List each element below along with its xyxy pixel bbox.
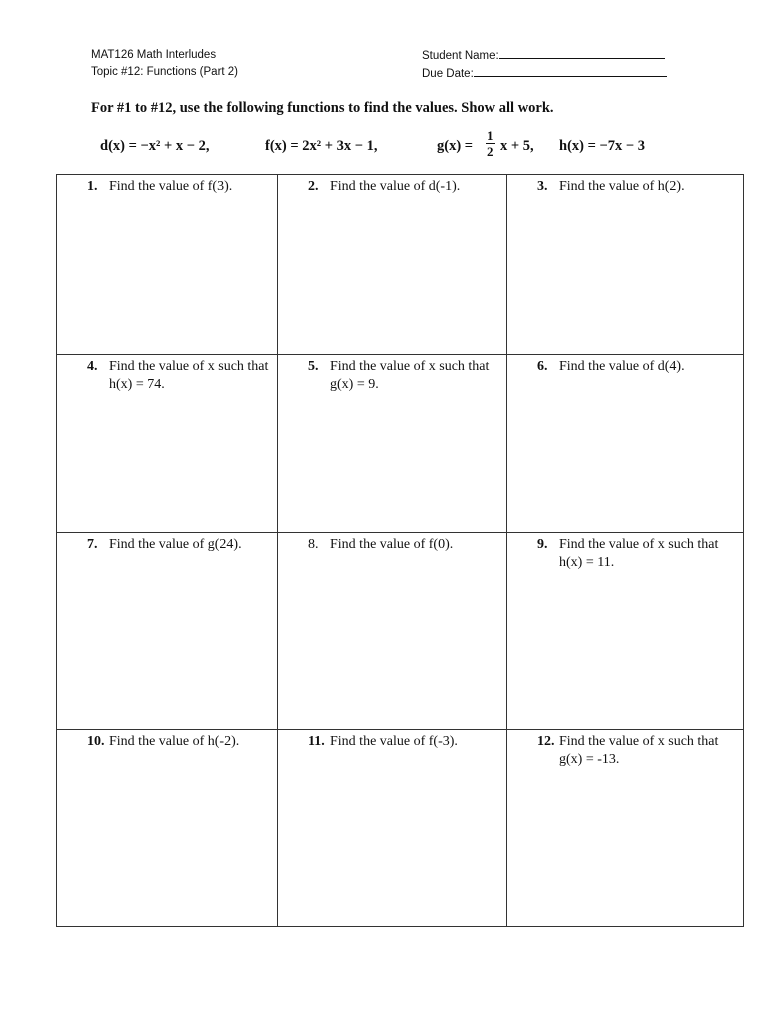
- problem-cell[interactable]: [57, 533, 278, 730]
- problem-text: Find the value of x such that h(x) = 11.: [559, 537, 719, 570]
- problem-grid: [56, 174, 744, 927]
- function-f: f(x) = 2x² + 3x − 1,: [265, 138, 378, 154]
- problem-number: 12.: [537, 734, 555, 749]
- topic-title: Topic #12: Functions (Part 2): [91, 66, 239, 78]
- problem-text: Find the value of f(3).: [109, 179, 233, 194]
- problem-number: 10.: [87, 734, 105, 749]
- problem-text: Find the value of d(4).: [559, 359, 685, 374]
- problem-text: Find the value of f(-3).: [330, 734, 458, 749]
- problem-number: 5.: [308, 359, 319, 374]
- fraction-denominator: 2: [487, 144, 494, 159]
- problem-text: Find the value of f(0).: [330, 537, 454, 552]
- problem-cell[interactable]: [278, 730, 507, 927]
- problem-cell[interactable]: [57, 175, 278, 355]
- function-g-right: x + 5,: [500, 138, 534, 154]
- problem-number: 4.: [87, 359, 98, 374]
- problem-cell[interactable]: [507, 355, 744, 533]
- fraction-numerator: 1: [487, 128, 494, 143]
- problem-number: 7.: [87, 537, 98, 552]
- problem-number: 3.: [537, 179, 548, 194]
- problem-cell[interactable]: [507, 533, 744, 730]
- due-date-field[interactable]: [474, 65, 667, 77]
- problem-cell[interactable]: [57, 730, 278, 927]
- problem-cell[interactable]: [278, 175, 507, 355]
- student-name-label: Student Name:: [422, 50, 499, 62]
- student-info: [422, 47, 667, 83]
- problem-number: 9.: [537, 537, 548, 552]
- course-title: MAT126 Math Interludes: [91, 49, 217, 61]
- problem-cell[interactable]: [278, 533, 507, 730]
- problem-number: 6.: [537, 359, 548, 374]
- due-date-label: Due Date:: [422, 68, 474, 80]
- function-g-fraction: [486, 128, 495, 159]
- problem-text: Find the value of x such that g(x) = 9.: [330, 359, 490, 392]
- problem-number: 11.: [308, 734, 325, 749]
- function-g-left: g(x) =: [437, 138, 474, 154]
- problem-cell[interactable]: [507, 730, 744, 927]
- function-d: d(x) = −x² + x − 2,: [100, 138, 210, 154]
- problem-text: Find the value of g(24).: [109, 537, 242, 552]
- problem-cell[interactable]: [278, 355, 507, 533]
- instructions: For #1 to #12, use the following functions to find the values. Show all work.: [91, 100, 554, 116]
- problem-text: Find the value of x such that g(x) = -13.: [559, 734, 719, 767]
- problem-text: Find the value of x such that h(x) = 74.: [109, 359, 269, 392]
- problem-text: Find the value of h(2).: [559, 179, 685, 194]
- problem-number: 1.: [87, 179, 98, 194]
- problem-cell[interactable]: [57, 355, 278, 533]
- student-name-field[interactable]: [499, 47, 665, 59]
- problem-text: Find the value of h(-2).: [109, 734, 240, 749]
- problem-text: Find the value of d(-1).: [330, 179, 461, 194]
- course-header: [91, 47, 238, 81]
- function-h: h(x) = −7x − 3: [559, 138, 646, 154]
- problem-number: 2.: [308, 179, 319, 194]
- problem-number: 8.: [308, 537, 319, 552]
- function-definitions: [100, 128, 700, 164]
- problem-cell[interactable]: [507, 175, 744, 355]
